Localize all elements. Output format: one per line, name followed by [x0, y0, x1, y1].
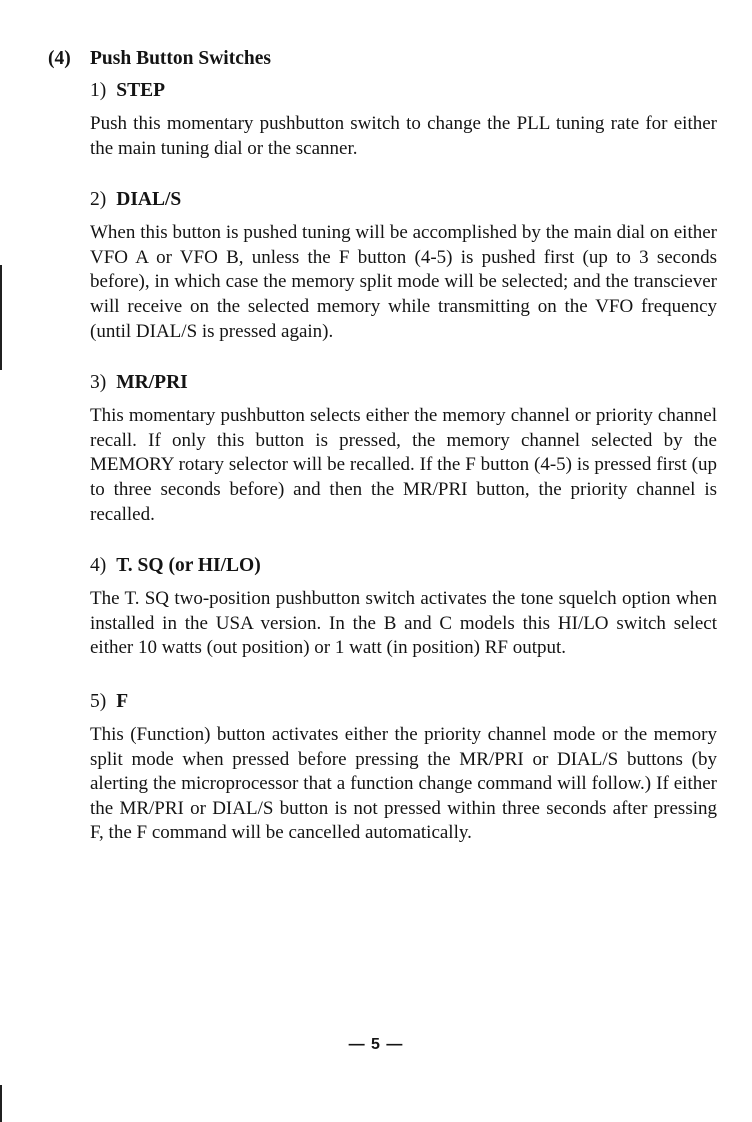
- scan-edge-line: [0, 1085, 2, 1122]
- item-dial-s: [90, 185, 717, 344]
- item-description: This (Function) button activates either the priority channel mode or the memory split mode when pressed before pressing the MR/PRI or DIAL/S buttons (by alerting the microprocessor that a function change command will follow.) If either the MR/PRI or DIAL/S button is not pressed within three seconds after pressing F, the F command will be cancelled automatically.: [90, 723, 717, 844]
- item-number: 2): [90, 189, 107, 211]
- item-title: F: [116, 690, 129, 712]
- item-description: The T. SQ two-position pushbutton switch activates the tone squelch option when installed in the USA version. In the B and C models this HI/LO switch select either 10 watts (out position) or 1 watt (in position) RF output.: [90, 588, 717, 659]
- item-number: 4): [90, 555, 107, 577]
- page-number: — 5 —: [348, 1036, 404, 1053]
- item-heading: [90, 76, 717, 106]
- item-step: [90, 76, 717, 161]
- item-description: This momentary pushbutton selects either the memory channel or priority channel recall. If only this button is pressed, the memory channel selected by the MEMORY rotary selector will be recalled. If the F button (4-5) is pressed first (up to three seconds before) and then the MR/PRI button, the priority channel is recalled.: [90, 405, 717, 525]
- item-title: DIAL/S: [116, 189, 182, 211]
- item-heading: [90, 687, 717, 717]
- section-heading: [48, 44, 718, 74]
- scan-edge-line: [0, 265, 2, 370]
- item-heading: [90, 368, 717, 398]
- item-f: [90, 687, 717, 846]
- section-number: (4): [48, 48, 71, 69]
- item-description: When this button is pushed tuning will be accomplished by the main dial on either VFO A or VFO B, unless the F button (4-5) is pushed first (up to 3 seconds before), in which case the memory split mode will be selected; and the transciever will receive on the selected memory while transmitting on the VFO frequency (until DIAL/S is pressed again).: [90, 222, 717, 342]
- item-title: STEP: [116, 80, 166, 101]
- item-title: MR/PRI: [116, 372, 188, 394]
- item-t-sq: [90, 551, 717, 661]
- item-heading: [90, 185, 717, 215]
- item-number: 1): [90, 80, 107, 101]
- item-title: T. SQ (or HI/LO): [116, 555, 261, 577]
- item-heading: [90, 551, 717, 581]
- document-page: [48, 44, 718, 846]
- item-mr-pri: [90, 368, 717, 527]
- item-description: Push this momentary pushbutton switch to change the PLL tuning rate for either the main tuning dial or the scanner.: [90, 113, 717, 159]
- section-title: Push Button Switches: [90, 48, 271, 69]
- item-number: 3): [90, 372, 107, 394]
- item-number: 5): [90, 690, 107, 712]
